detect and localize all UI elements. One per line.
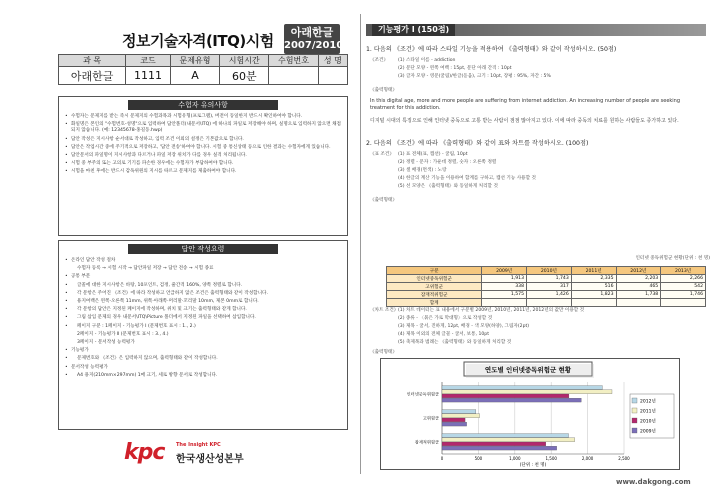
chart-title: 연도별 인터넷중독위험군 현황: [484, 366, 572, 374]
table-cell: [571, 299, 616, 307]
info-code: 1111: [126, 67, 171, 85]
info-header-row: [59, 55, 348, 67]
q2-table-condition-label: 《표 조건》: [370, 152, 394, 157]
row-label: 고위험군: [387, 283, 482, 291]
table-row: [387, 299, 706, 307]
column-divider: [360, 14, 361, 474]
info-type: A: [170, 67, 219, 85]
caution-item: • 답안문서의 파일명이 지시사항과 다르거나 파일 저장 위치가 다를 경우 실격 처리됩니다.: [65, 153, 341, 159]
table-cell: 2,335: [571, 275, 616, 283]
table-caption: 인터넷 중독위험군 현황(단위 : 천 명): [635, 256, 710, 261]
info-header-cell: 과 목: [59, 55, 126, 67]
q1-output-english: In this digital age, more and more people are suffering from internet addiction. An increasing number of people are seeking treatment for this addiction.: [370, 98, 681, 111]
q1-condition-label: 《조건》: [370, 58, 389, 63]
y-category-label: 잠재적위험군: [414, 439, 439, 445]
table-cell: 1,743: [527, 275, 572, 283]
badge-subject: 아래한글: [290, 26, 334, 39]
data-header-cell: 2010년: [527, 267, 572, 275]
q2-table-condition-4: (4) 한글의 계산 기능을 이용하여 합계를 구하고, 캡션 기능 사용할 것: [398, 176, 536, 181]
table-cell: 542: [661, 283, 706, 291]
caution-item: • 답안 작성은 지시사항 순서대로 작성하고, 입력 조건 이외의 설정은 기본값으로 합니다.: [65, 137, 341, 143]
x-tick-label: 1,500: [545, 456, 557, 461]
table-cell: 338: [482, 283, 527, 291]
q1-condition-2: (2) 문단 모양 - 왼쪽 여백 : 15pt, 문단 아래 간격 : 10pt: [398, 66, 512, 71]
badge-version: 2007/2010: [284, 40, 344, 51]
guide-item: • 각 문항은 주어진 《조건》에 따라 작성하고 언급하지 않은 조건은 출력형태와 같이 작성합니다.: [65, 291, 341, 297]
bar: [442, 442, 546, 446]
data-header-cell: 2009년: [482, 267, 527, 275]
bar: [442, 414, 480, 418]
guide-item: 2페이지 - 기능평가 Ⅱ (문제번호 표시 : 3., 4.): [77, 331, 169, 337]
q2-table-condition-3: (3) 셀 배경(면색) : 노랑: [398, 168, 447, 173]
caution-item: • 답안은 작업시간 중에 주기적으로 저장하고, '답안 전송'하여야 합니다. 시험 중 통신상태 등으로 인한 결과는 수험자에게 있습니다.: [65, 145, 341, 151]
q2-chart-condition-4: (4) 제목 이외의 전체 글꼴 - 굴서, 보통, 10pt: [398, 332, 490, 337]
table-row: [387, 291, 706, 299]
guide-item: • 공통 부문: [65, 274, 341, 280]
bar: [442, 398, 581, 402]
caution-box: [58, 96, 348, 236]
guide-item: • A4 용지(210mm×297mm) 1매 크기, 세로 방향 문서로 작성합니다.: [65, 373, 341, 379]
info-subject: 아래한글: [59, 67, 126, 85]
kpc-logo: [124, 440, 284, 470]
caution-item: • 시험 중 부주의 또는 고의로 기기를 파손한 경우에는 수험자가 부담하여야 합니다.: [65, 161, 341, 167]
q2-chart-condition-label: 《차트 조건》: [370, 308, 399, 313]
guide-item: • 문제번호와 《조건》은 입력하지 않으며, 출력형태와 같이 작성합니다.: [65, 356, 341, 362]
table-cell: [616, 299, 661, 307]
table-cell: 2,203: [616, 275, 661, 283]
q2-chart-condition-2: (2) 종류 - 〈묶은 가로 막대형〉으로 작성할 것: [398, 316, 493, 321]
bar: [442, 438, 575, 442]
guide-item: • 용지여백은 왼쪽·오른쪽 11mm, 위쪽·아래쪽·머리말·꼬리말 10mm, 제본 0mm로 합니다.: [65, 299, 341, 305]
bar-chart: [380, 358, 680, 470]
x-tick-label: 1,000: [509, 456, 521, 461]
guide-item: • 기능평가: [65, 348, 341, 354]
row-label: 합계: [387, 299, 482, 307]
guide-item: • 각 문항의 답안은 지정된 페이지에 작성하며, 위치 및 크기는 출력형태와 같게 합니다.: [65, 307, 341, 313]
guide-item: • 글꼴에 대한 지시사항은 바탕, 10포인트, 검정, 줄간격 160%, 양쪽 정렬로 합니다.: [65, 283, 341, 289]
guide-box: [58, 240, 348, 430]
x-tick-label: 2,000: [581, 456, 594, 461]
q2-table-condition-2: (2) 정렬 - 문자 : 가운데 정렬, 숫자 : 오른쪽 정렬: [398, 160, 497, 165]
bar: [442, 418, 465, 422]
q1-condition-3: (3) 글자 모양 - 영문(굴림)/한글(돋움), 크기 : 10pt, 장평 : 95%, 자간 : 5%: [398, 74, 551, 79]
guide-box-title: 답안 작성요령: [128, 244, 278, 254]
caution-list: [59, 114, 347, 176]
table-cell: [661, 299, 706, 307]
guide-item: 3페이지 - 문서작성 능력평가: [77, 340, 135, 346]
q1-condition-1: (1) 스타일 이름 - addiction: [398, 58, 456, 63]
subject-badge: [284, 24, 344, 54]
info-name[interactable]: [318, 67, 347, 85]
q2-output-label: 《출력형태》: [370, 198, 397, 203]
bar: [442, 410, 476, 414]
info-header-cell: 시험시간: [220, 55, 269, 67]
kpc-org-name: 한국생산성본부: [176, 454, 244, 465]
x-axis-title: (단위 : 천 명): [519, 463, 547, 468]
q2-chart-condition-3: (3) 제목 - 굴서, 진하게, 12pt, 배경 - 색 모양(하양), 그림자(2pt): [398, 324, 530, 329]
legend-swatch: [632, 428, 637, 433]
row-label: 인터넷중독위험군: [387, 275, 482, 283]
table-cell: 1,746: [661, 291, 706, 299]
table-row: [387, 275, 706, 283]
guide-list: [59, 258, 347, 379]
info-header-cell: 성 명: [318, 55, 347, 67]
info-header-cell: 수험번호: [269, 55, 318, 67]
table-cell: 317: [527, 283, 572, 291]
chart-output-label: 《출력형태》: [370, 350, 397, 355]
table-cell: 1,823: [571, 291, 616, 299]
legend-swatch: [632, 398, 637, 403]
table-cell: 465: [616, 283, 661, 291]
kpc-tagline: The Insight KPC: [176, 442, 221, 448]
x-tick-label: 2,500: [618, 456, 630, 461]
table-cell: 1,738: [616, 291, 661, 299]
data-header-cell: 2011년: [571, 267, 616, 275]
q2-table-condition-1: (1) 표 전체(표, 캡션) - 굴림, 10pt: [398, 152, 468, 157]
bar: [442, 390, 612, 394]
guide-item: • 문서작성 능력평가: [65, 365, 341, 371]
bar: [442, 386, 602, 390]
guide-item: • 페이지 구분 : 1페이지 - 기능평가 Ⅰ (문제번호 표시 : 1., 2.): [65, 324, 341, 330]
bar: [442, 394, 569, 398]
q2-chart-condition-1: (1) 차트 데이터는 표 내용에서 구분별 2009년, 2010년, 2011년, 2012년의 값만 이용할 것: [398, 308, 585, 313]
table-cell: 1,913: [482, 275, 527, 283]
caution-item: • 화일명은 본인의 "수험번호-성명"으로 입력하여 답안폴더(내문서\ITQ) 에 하나의 파일로 저장해야 하며, 실명으로 입력하지 않으면 채점되지 않습니다. (예: 12345678-홍길동.hwp): [65, 122, 341, 134]
info-time: 60분: [220, 67, 269, 85]
caution-item: • 시험을 마친 후에는 반드시 감독위원의 지시를 따르고 문제지를 제출하여야 합니다.: [65, 169, 341, 175]
info-header-cell: 문제유형: [170, 55, 219, 67]
data-header-cell: 구분: [387, 267, 482, 275]
table-cell: 1,426: [527, 291, 572, 299]
bar: [442, 434, 569, 438]
question-1: 1. 다음의 《조건》에 따라 스타일 기능을 적용하여 《출력형태》와 같이 작성하시오. (50점): [366, 46, 617, 53]
kpc-mark: kpc: [124, 440, 165, 465]
chart-area: [380, 358, 680, 470]
guide-item: • 그림 삽입 문제의 경우 내문서\ITQ\Picture 폴더에서 지정된 파일을 선택하여 삽입합니다.: [65, 315, 341, 321]
q1-output-korean: 디지털 시대의 특징으로 인해 인터넷 중독으로 고통 받는 사람이 점점 많아지고 있다. 이에 따라 중독의 치료를 원하는 사람들도 증가하고 있다.: [370, 118, 679, 124]
data-table: [386, 266, 706, 307]
bar: [442, 422, 467, 426]
table-cell: [482, 299, 527, 307]
info-header-cell: 코드: [126, 55, 171, 67]
exam-info-table: [58, 54, 348, 85]
section-header: [366, 24, 706, 36]
question-2: 2. 다음의 《조건》에 따라 《출력형태》와 같이 표와 차트를 작성하시오. (100점): [366, 140, 589, 147]
legend-swatch: [632, 418, 637, 423]
legend-label: 2012년: [640, 399, 656, 405]
row-label: 잠재적위험군: [387, 291, 482, 299]
legend-swatch: [632, 408, 637, 413]
guide-item: • 온라인 답안 작성 절차: [65, 258, 341, 264]
x-tick-label: 500: [474, 456, 483, 461]
data-header-cell: 2012년: [616, 267, 661, 275]
legend-label: 2011년: [640, 409, 656, 415]
table-row: [387, 283, 706, 291]
guide-item: 수험자 등록 → 시험 시작 → 답안파일 저장 → 답안 전송 → 시험 종료: [77, 266, 214, 272]
q2-chart-condition-5: (5) 축제목과 범례는 《출력형태》와 동일하게 처리할 것: [398, 340, 512, 345]
table-cell: 1,575: [482, 291, 527, 299]
data-table-header: [387, 267, 706, 275]
x-tick-label: 0: [440, 456, 444, 461]
page-title: 정보기술자격(ITQ)시험: [122, 32, 274, 50]
caution-item: • 수험자는 문제지를 받는 즉시 문제지의 수험과목과 시험유형(프로그램), 버전이 동일한지 반드시 확인하여야 합니다.: [65, 114, 341, 120]
table-cell: 2,266: [661, 275, 706, 283]
q1-output-label: 《출력형태》: [370, 88, 397, 93]
section-title: 기능평가 Ⅰ (150점): [372, 24, 455, 36]
info-value-row: [59, 67, 348, 85]
y-category-label: 인터넷중독위험군: [406, 391, 439, 397]
table-cell: 516: [571, 283, 616, 291]
legend-label: 2010년: [640, 419, 656, 425]
bar: [442, 446, 557, 450]
table-cell: [527, 299, 572, 307]
data-header-cell: 2013년: [661, 267, 706, 275]
y-category-label: 고위험군: [422, 415, 439, 421]
legend-label: 2009년: [640, 429, 656, 435]
watermark: www.dakgong.com: [616, 478, 691, 486]
q2-table-condition-5: (5) 선 모양은 《출력형태》와 동일하게 처리할 것: [398, 184, 498, 189]
info-exam-number[interactable]: [269, 67, 318, 85]
caution-box-title: 수험자 유의사항: [128, 100, 278, 110]
